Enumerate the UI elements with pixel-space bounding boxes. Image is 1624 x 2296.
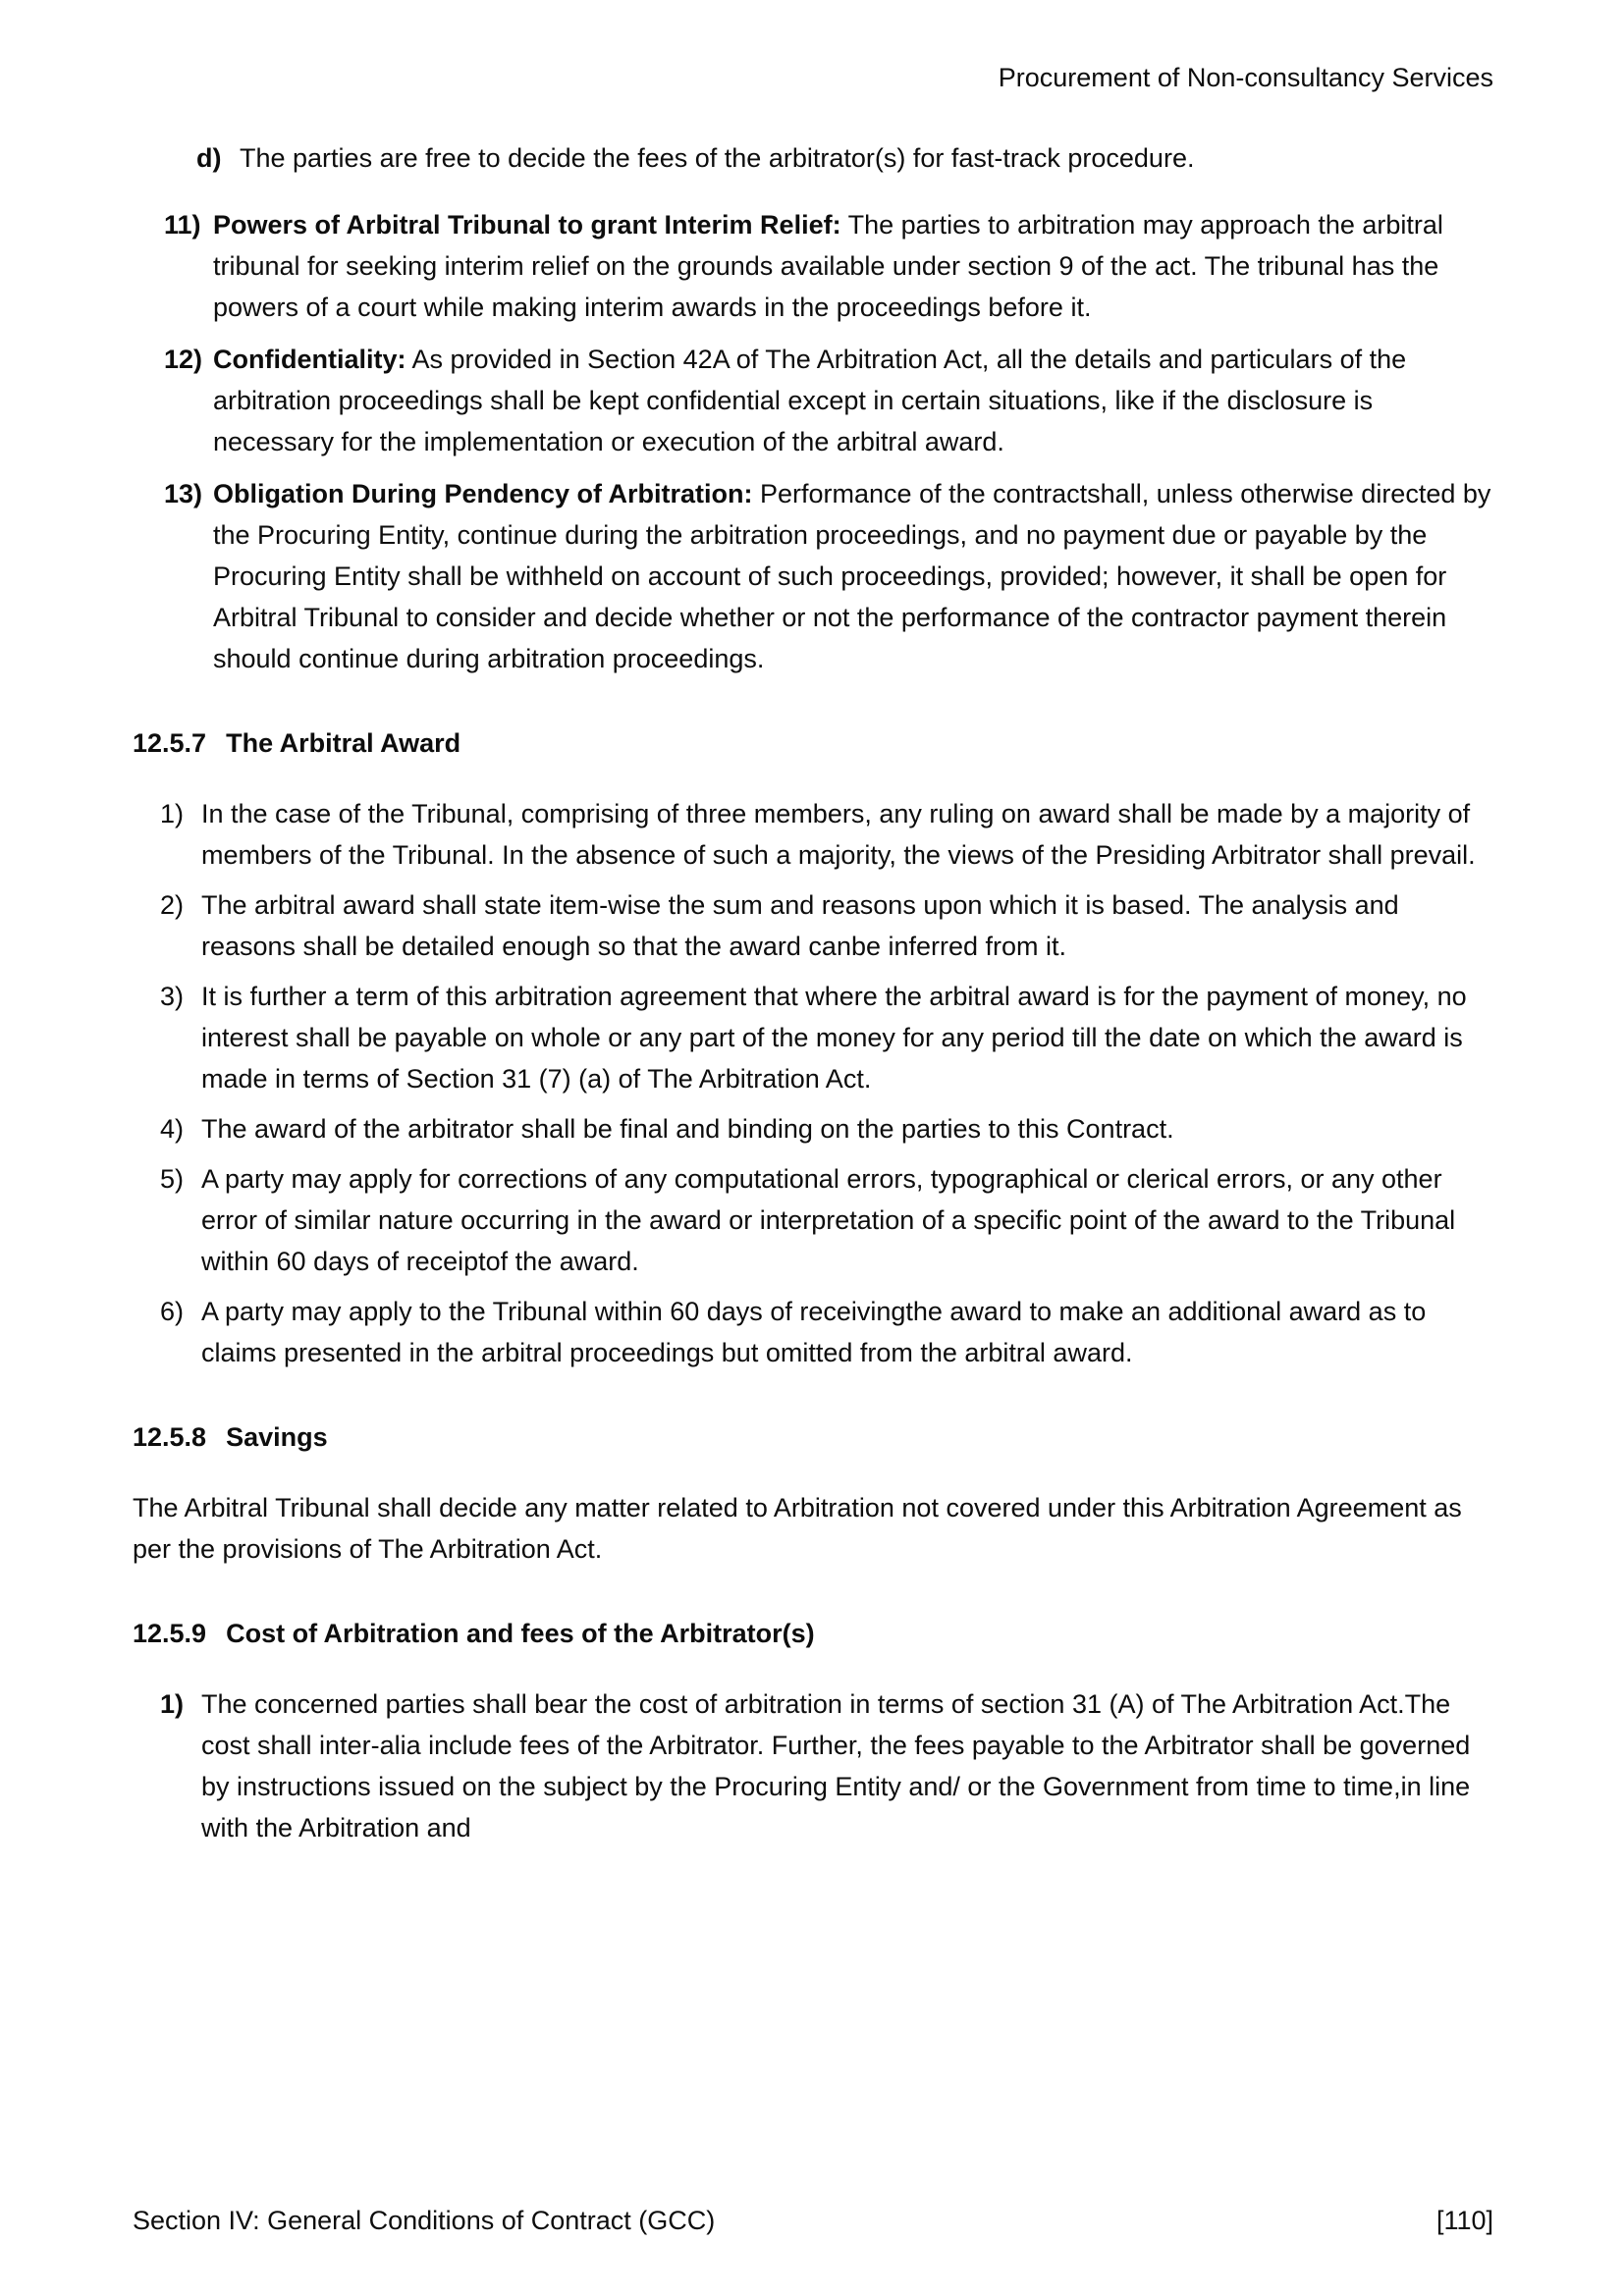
clause-label: 11) — [164, 210, 201, 240]
list-label: 2) — [160, 890, 185, 920]
clause-body — [213, 339, 1493, 462]
clause-text: The parties to arbitration may approach the arbitral tribunal for seeking interim relief on the grounds available under section 9 of the act. The tribunal has the powers of a court while making interim awards in the proceedings before it. — [213, 210, 1443, 322]
list-item — [160, 1291, 1493, 1373]
list-item — [160, 884, 1493, 967]
section-heading-12-5-9 — [133, 1613, 1493, 1654]
list-text: A party may apply to the Tribunal within 60 days of receivingthe award to make an additional award as to claims presented in the arbitral proceedings but omitted from the arbitral award. — [201, 1297, 1427, 1367]
savings-paragraph: The Arbitral Tribunal shall decide any matter related to Arbitration not covered under this Arbitration Agreement as per the provisions of The Arbitration Act. — [133, 1493, 1462, 1564]
section-number: 12.5.8 — [133, 1422, 207, 1452]
clause-text: As provided in Section 42A of The Arbitration Act, all the details and particulars of the arbitration proceedings shall be kept confidential except in certain situations, like if the disclosure is necessary for the implementation or execution of the arbitral award. — [213, 345, 1407, 456]
clause-item-12 — [164, 339, 1493, 462]
section-title: Savings — [226, 1422, 328, 1452]
list-item — [160, 1683, 1493, 1848]
clause-label: 13) — [164, 479, 203, 508]
list-text: The concerned parties shall bear the cost of arbitration in terms of section 31 (A) of The Arbitration Act.The cost shall inter-alia include fees of the Arbitrator. Further, the fees payable to the Arbitrator shall be governed by instructions issued on the subject by the Procuring Entity and/ or the Government from time to time,in line with the Arbitration and — [201, 1689, 1471, 1842]
list-label: 4) — [160, 1114, 185, 1144]
section-heading-12-5-7 — [133, 722, 1493, 764]
section-number: 12.5.9 — [133, 1619, 207, 1648]
list-text: The arbitral award shall state item-wise the sum and reasons upon which it is based. The analysis and reasons shall be detailed enough so that the award canbe inferred from it. — [201, 890, 1399, 961]
list-label: 5) — [160, 1164, 185, 1194]
list-label: 1) — [160, 799, 185, 828]
header-text: Procurement of Non-consultancy Services — [998, 63, 1493, 92]
clause-label: 12) — [164, 345, 203, 374]
list-item — [160, 1158, 1493, 1282]
section-heading-12-5-8 — [133, 1416, 1493, 1458]
clause-body — [213, 473, 1493, 679]
clause-lead: Obligation During Pendency of Arbitration: — [213, 479, 753, 508]
footer-right: [110] — [1435, 2206, 1493, 2235]
page-header — [133, 57, 1493, 98]
clause-body — [213, 204, 1493, 328]
list-label: d) — [196, 143, 222, 173]
list-item — [160, 1108, 1493, 1149]
list-label: 1) — [160, 1689, 185, 1719]
clause-lead: Confidentiality: — [213, 345, 406, 374]
clause-item-13 — [164, 473, 1493, 679]
section-title: Cost of Arbitration and fees of the Arbitrator(s) — [226, 1619, 815, 1648]
list-text: The award of the arbitrator shall be final and binding on the parties to this Contract. — [201, 1114, 1174, 1144]
list-text: The parties are free to decide the fees of the arbitrator(s) for fast-track procedure. — [240, 143, 1195, 173]
list-item — [160, 793, 1493, 876]
list-text: It is further a term of this arbitration agreement that where the arbitral award is for the payment of money, no interest shall be payable on whole or any part of the money for any period till the date on which the award is made in terms of Section 31 (7) (a) of The Arbitration Act. — [201, 982, 1467, 1094]
footer-left: Section IV: General Conditions of Contract (GCC) — [133, 2206, 716, 2235]
clause-item-11 — [164, 204, 1493, 328]
list-label: 3) — [160, 982, 185, 1011]
list-text: In the case of the Tribunal, comprising of three members, any ruling on award shall be made by a majority of members of the Tribunal. In the absence of such a majority, the views of the Presiding Arbitrator shall prevail. — [201, 799, 1476, 870]
list-item — [160, 976, 1493, 1099]
page-footer — [133, 2200, 1493, 2241]
clause-text: Performance of the contractshall, unless otherwise directed by the Procuring Entity, continue during the arbitration proceedings, and no payment due or payable by the Procuring Entity shall be withheld on account of such proceedings, provided; however, it shall be open for Arbitral Tribunal to consider and decide whether or not the performance of the contractor payment therein should continue during arbitration proceedings. — [213, 479, 1491, 673]
clause-lead: Powers of Arbitral Tribunal to grant Interim Relief: — [213, 210, 841, 240]
list-text: A party may apply for corrections of any computational errors, typographical or clerical errors, or any other error of similar nature occurring in the award or interpretation of a specific point of the award to the Tribunal within 60 days of receiptof the award. — [201, 1164, 1456, 1276]
section-title: The Arbitral Award — [226, 728, 461, 758]
list-label: 6) — [160, 1297, 185, 1326]
list-item-d — [196, 137, 1493, 179]
section-number: 12.5.7 — [133, 728, 207, 758]
